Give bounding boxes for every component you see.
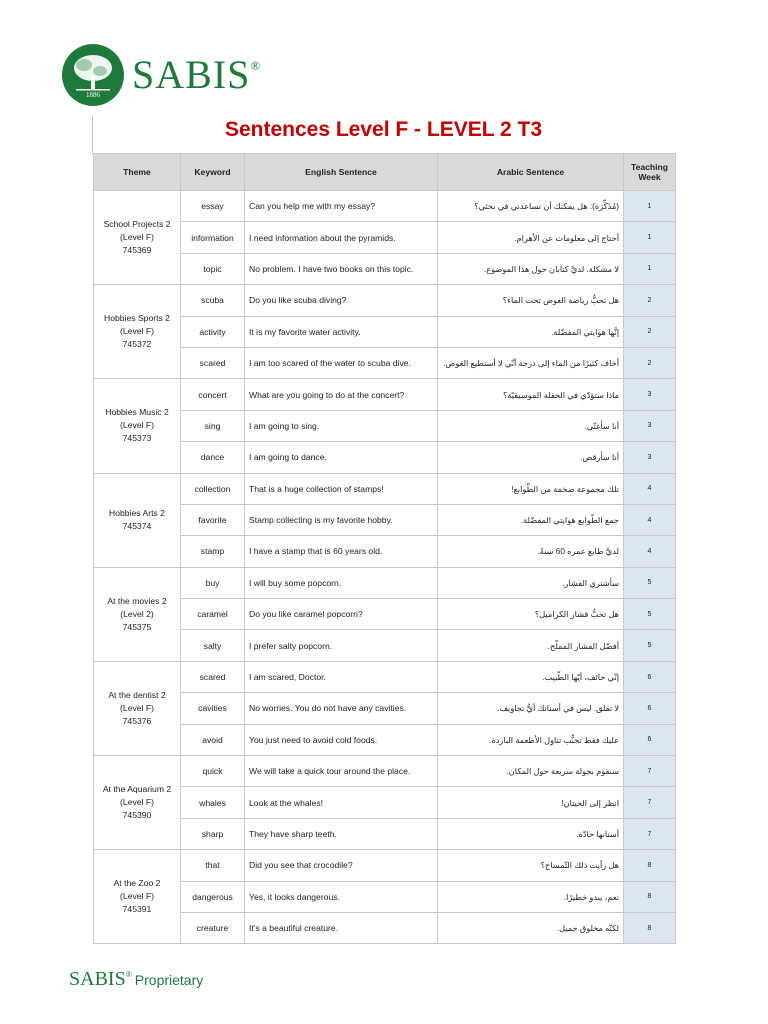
arabic-sentence-cell: نعم، يبدو خطيرًا. (438, 881, 624, 912)
teaching-week-cell: 6 (624, 724, 676, 755)
theme-cell: At the Aquarium 2 (Level F) 745390 (94, 756, 181, 850)
english-sentence-cell: I am going to sing. (245, 410, 438, 441)
table-row (94, 222, 676, 253)
table-row (94, 724, 676, 755)
arabic-sentence-cell: أخاف كثيرًا من الماء إلى درجة أنّي لا أستطيع الغوص. (438, 347, 624, 378)
keyword-cell: activity (181, 316, 245, 347)
arabic-sentence-cell: انظر إلى الحيتان! (438, 787, 624, 818)
english-sentence-cell: I have a stamp that is 60 years old. (245, 536, 438, 567)
keyword-cell: collection (181, 473, 245, 504)
theme-cell: At the dentist 2 (Level F) 745376 (94, 661, 181, 755)
footer-brand: SABIS (69, 968, 126, 990)
keyword-cell: sharp (181, 818, 245, 849)
english-sentence-cell: I will buy some popcorn. (245, 567, 438, 598)
keyword-cell: dance (181, 442, 245, 473)
english-sentence-cell: That is a huge collection of stamps! (245, 473, 438, 504)
teaching-week-cell: 1 (624, 253, 676, 284)
teaching-week-cell: 2 (624, 347, 676, 378)
table-row (94, 630, 676, 661)
header-english: English Sentence (245, 154, 438, 191)
teaching-week-cell: 3 (624, 410, 676, 441)
english-sentence-cell: No problem. I have two books on this topic. (245, 253, 438, 284)
arabic-sentence-cell: لديَّ طابع عمره 60 سنةً. (438, 536, 624, 567)
table-row (94, 316, 676, 347)
keyword-cell: quick (181, 756, 245, 787)
keyword-cell: essay (181, 191, 245, 222)
teaching-week-cell: 7 (624, 787, 676, 818)
arabic-sentence-cell: هل رأيت ذلك التّمساح؟ (438, 850, 624, 881)
teaching-week-cell: 6 (624, 693, 676, 724)
table-row (94, 379, 676, 410)
arabic-sentence-cell: عليك فقط تجنُّب تناول الأطعمة الباردة. (438, 724, 624, 755)
keyword-cell: sing (181, 410, 245, 441)
arabic-sentence-cell: لا مشكلة. لديَّ كتابان حول هذا الموضوع. (438, 253, 624, 284)
english-sentence-cell: I am going to dance. (245, 442, 438, 473)
english-sentence-cell: It is my favorite water activity. (245, 316, 438, 347)
keyword-cell: avoid (181, 724, 245, 755)
teaching-week-cell: 2 (624, 316, 676, 347)
arabic-sentence-cell: أنا سأرقص. (438, 442, 624, 473)
english-sentence-cell: Look at the whales! (245, 787, 438, 818)
theme-cell: Hobbies Arts 2 745374 (94, 473, 181, 567)
table-row (94, 191, 676, 222)
theme-cell: Hobbies Music 2 (Level F) 745373 (94, 379, 181, 473)
sabis-logo (62, 44, 261, 106)
keyword-cell: cavities (181, 693, 245, 724)
english-sentence-cell: We will take a quick tour around the place. (245, 756, 438, 787)
logo-year: 1886 (86, 91, 100, 99)
arabic-sentence-cell: ماذا ستؤدّي في الحفلة الموسيقيّة؟ (438, 379, 624, 410)
footer-proprietary: SABIS ® Proprietary (69, 968, 204, 990)
english-sentence-cell: It's a beautiful creature. (245, 912, 438, 943)
table-row (94, 442, 676, 473)
table-row (94, 661, 676, 692)
english-sentence-cell: I am too scared of the water to scuba dive. (245, 347, 438, 378)
teaching-week-cell: 4 (624, 536, 676, 567)
keyword-cell: dangerous (181, 881, 245, 912)
arabic-sentence-cell: سأشتري الفشار. (438, 567, 624, 598)
table-row (94, 347, 676, 378)
teaching-week-cell: 6 (624, 661, 676, 692)
arabic-sentence-cell: هل تحبُّ فشار الكراميل؟ (438, 599, 624, 630)
theme-cell: Hobbies Sports 2 (Level F) 745372 (94, 285, 181, 379)
table-row (94, 599, 676, 630)
keyword-cell: favorite (181, 504, 245, 535)
english-sentence-cell: Did you see that crocodile? (245, 850, 438, 881)
english-sentence-cell: Stamp collecting is my favorite hobby. (245, 504, 438, 535)
arabic-sentence-cell: (مُذَكِّرَة): هل يمكنك أن تساعدني في بحثي؟ (438, 191, 624, 222)
table-row (94, 285, 676, 316)
table-row (94, 756, 676, 787)
arabic-sentence-cell: هل تحبُّ رياضة الغوص تحت الماء؟ (438, 285, 624, 316)
keyword-cell: scared (181, 347, 245, 378)
keyword-cell: concert (181, 379, 245, 410)
keyword-cell: salty (181, 630, 245, 661)
table-row (94, 473, 676, 504)
english-sentence-cell: They have sharp teeth. (245, 818, 438, 849)
teaching-week-cell: 3 (624, 442, 676, 473)
english-sentence-cell: What are you going to do at the concert? (245, 379, 438, 410)
footer-label: Proprietary (134, 972, 204, 988)
teaching-week-cell: 3 (624, 379, 676, 410)
english-sentence-cell: Do you like scuba diving? (245, 285, 438, 316)
table-row (94, 850, 676, 881)
keyword-cell: information (181, 222, 245, 253)
header-arabic: Arabic Sentence (438, 154, 624, 191)
english-sentence-cell: Can you help me with my essay? (245, 191, 438, 222)
arabic-sentence-cell: سنقوم بجولة سريعة حول المكان. (438, 756, 624, 787)
keyword-cell: scuba (181, 285, 245, 316)
arabic-sentence-cell: أنا سأغنّي. (438, 410, 624, 441)
header-keyword: Keyword (181, 154, 245, 191)
arabic-sentence-cell: إنّي خائف، أيّها الطّبيب. (438, 661, 624, 692)
arabic-sentence-cell: تلك مجموعة ضخمة من الطّوابع! (438, 473, 624, 504)
theme-cell: School Projects 2 (Level F) 745369 (94, 191, 181, 285)
teaching-week-cell: 7 (624, 756, 676, 787)
sentences-table (93, 153, 676, 944)
arabic-sentence-cell: جمع الطّوابع هوايتي المفضّلة. (438, 504, 624, 535)
table-row (94, 787, 676, 818)
header-theme: Theme (94, 154, 181, 191)
table-row (94, 253, 676, 284)
teaching-week-cell: 2 (624, 285, 676, 316)
english-sentence-cell: I need information about the pyramids. (245, 222, 438, 253)
arabic-sentence-cell: إنَّها هوايتي المفضّلة. (438, 316, 624, 347)
brand-name: SABIS® (132, 52, 262, 97)
table-header-row (94, 154, 676, 191)
table-row (94, 818, 676, 849)
table-row (94, 881, 676, 912)
table-row (94, 410, 676, 441)
table-row (94, 567, 676, 598)
table-row (94, 536, 676, 567)
keyword-cell: scared (181, 661, 245, 692)
keyword-cell: creature (181, 912, 245, 943)
theme-cell: At the movies 2 (Level 2) 745375 (94, 567, 181, 661)
english-sentence-cell: I prefer salty popcorn. (245, 630, 438, 661)
teaching-week-cell: 5 (624, 599, 676, 630)
keyword-cell: whales (181, 787, 245, 818)
page-title: Sentences Level F - LEVEL 2 T3 (224, 118, 543, 141)
keyword-cell: topic (181, 253, 245, 284)
english-sentence-cell: I am scared, Doctor. (245, 661, 438, 692)
english-sentence-cell: Do you like caramel popcorn? (245, 599, 438, 630)
english-sentence-cell: Yes, it looks dangerous. (245, 881, 438, 912)
keyword-cell: buy (181, 567, 245, 598)
keyword-cell: stamp (181, 536, 245, 567)
english-sentence-cell: You just need to avoid cold foods. (245, 724, 438, 755)
teaching-week-cell: 5 (624, 567, 676, 598)
teaching-week-cell: 5 (624, 630, 676, 661)
teaching-week-cell: 4 (624, 504, 676, 535)
keyword-cell: caramel (181, 599, 245, 630)
teaching-week-cell: 1 (624, 222, 676, 253)
teaching-week-cell: 8 (624, 850, 676, 881)
arabic-sentence-cell: أفضّل الفشار المملّح. (438, 630, 624, 661)
teaching-week-cell: 1 (624, 191, 676, 222)
teaching-week-cell: 8 (624, 881, 676, 912)
header-teaching-week: Teaching Week (624, 154, 676, 191)
english-sentence-cell: No worries. You do not have any cavities. (245, 693, 438, 724)
arabic-sentence-cell: لا تقلق. ليس في أسنانك أيُّ تجاويف. (438, 693, 624, 724)
teaching-week-cell: 7 (624, 818, 676, 849)
theme-cell: At the Zoo 2 (Level F) 745391 (94, 850, 181, 944)
arabic-sentence-cell: لكنّه مخلوق جميل. (438, 912, 624, 943)
arabic-sentence-cell: أسنانها حادّة. (438, 818, 624, 849)
table-row (94, 504, 676, 535)
teaching-week-cell: 8 (624, 912, 676, 943)
keyword-cell: that (181, 850, 245, 881)
tree-seal-icon (62, 44, 124, 106)
arabic-sentence-cell: أحتاج إلى معلومات عن الأهرام. (438, 222, 624, 253)
table-row (94, 693, 676, 724)
table-row (94, 912, 676, 943)
teaching-week-cell: 4 (624, 473, 676, 504)
